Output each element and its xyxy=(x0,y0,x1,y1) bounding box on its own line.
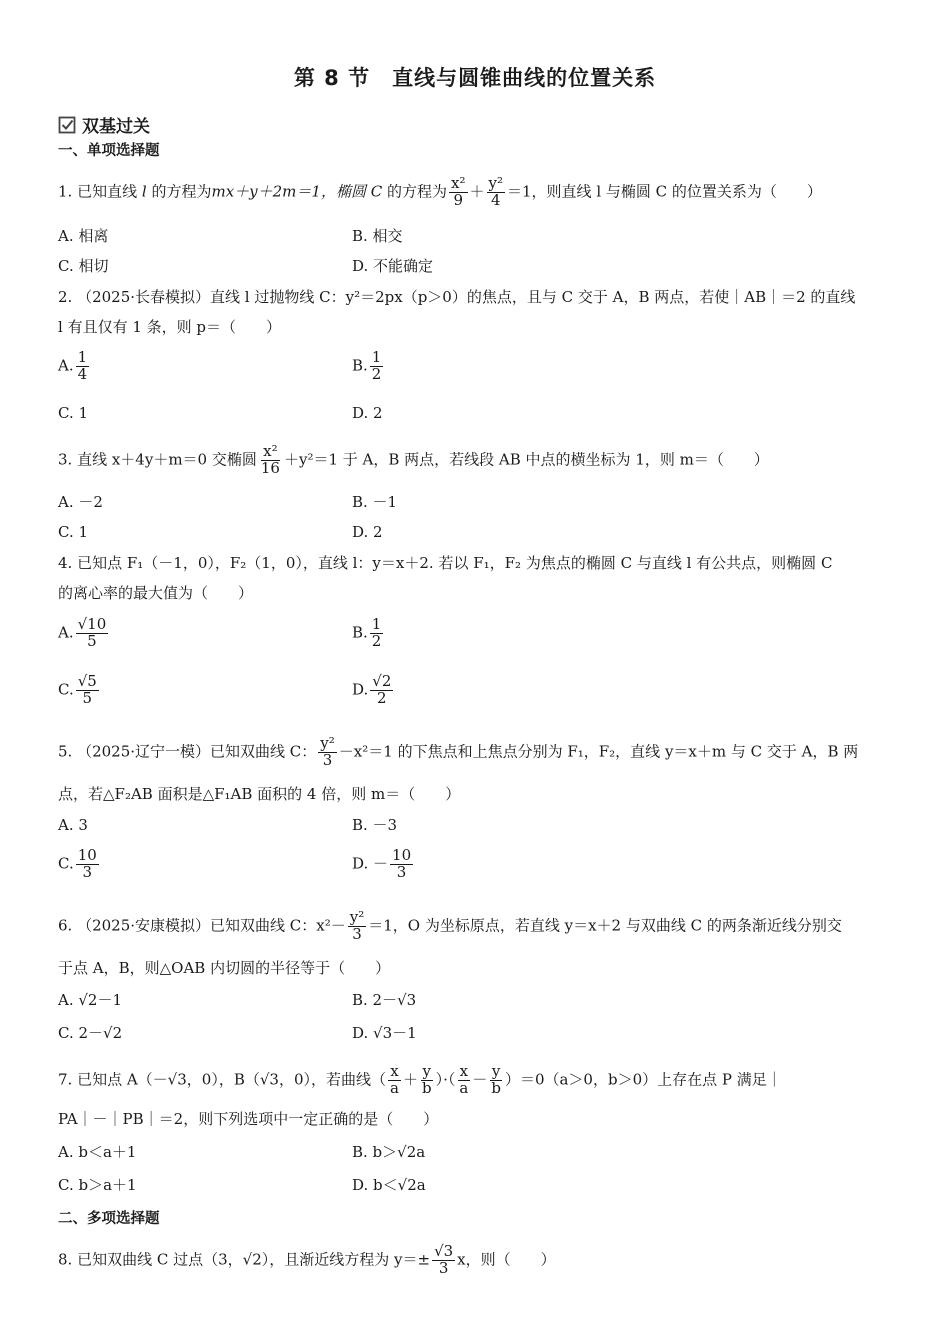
subheading-multiple-choice: 二、多项选择题 xyxy=(58,1211,160,1227)
question-5-line-2: 点，若△F₂AB 面积是△F₁AB 面积的 4 倍，则 m＝（ ） xyxy=(58,785,461,803)
option-a[interactable]: A. $\frac{√10}{5}$ xyxy=(58,615,107,650)
option-c[interactable]: C. 1 xyxy=(58,523,89,541)
question-7-line-1: 7. 已知点 A（－√3，0），B（√3，0），若曲线（ $\frac{x}{a}$ ＋ $\frac{y}{b}$ ）·（ $\frac{x}{a}$ － $\frac{y}{b}$ ）＝0（a＞0，b＞0）上存在点 P 满足｜ xyxy=(58,1062,782,1097)
option-a[interactable]: A. －2 xyxy=(58,493,103,511)
question-2-line-1: 2. （2025·长春模拟）直线 l 过抛物线 C：y²＝2px（p＞0）的焦点，且与 C 交于 A，B 两点，若使｜AB｜＝2 的直线 xyxy=(58,288,856,306)
option-a[interactable]: A. b＜a＋1 xyxy=(58,1143,137,1161)
option-b[interactable]: B. －3 xyxy=(352,816,398,834)
fraction: $\frac{10}{3}$ xyxy=(77,846,97,881)
question-4-line-1: 4. 已知点 F₁（－1，0），F₂（1，0），直线 l：y＝x＋2. 若以 F₁，F₂ 为焦点的椭圆 C 与直线 l 有公共点，则椭圆 C xyxy=(58,554,833,572)
fraction: $\frac{\text{x²}}{16}$ xyxy=(260,442,280,477)
question-8: 8. 已知双曲线 C 过点（3，√2），且渐近线方程为 y＝± $\frac{√3}{3}$ x，则（ ） xyxy=(58,1242,556,1277)
option-a[interactable]: A. √2－1 xyxy=(58,991,123,1009)
question-5-line-1: 5. （2025·辽宁一模）已知双曲线 C： $\frac{\text{y²}}{3}$ －x²＝1 的下焦点和上焦点分别为 F₁，F₂，直线 y＝x＋m 与 C 交于 A，B 两 xyxy=(58,734,859,769)
option-c[interactable]: C. 2－√2 xyxy=(58,1024,123,1042)
option-c[interactable]: C. $\frac{10}{3}$ xyxy=(58,846,97,881)
fraction: $\frac{\text{y²}}{4}$ xyxy=(488,174,504,209)
fraction: $\frac{√5}{5}$ xyxy=(77,672,97,707)
question-7-line-2: PA｜－｜PB｜＝2，则下列选项中一定正确的是（ ） xyxy=(58,1110,439,1128)
option-d[interactable]: D. 2 xyxy=(352,404,383,422)
question-3: 3. 直线 x＋4y＋m＝0 交椭圆 $\frac{\text{x²}}{16}$ ＋y²＝1 于 A，B 两点，若线段 AB 中点的横坐标为 1，则 m＝（ ） xyxy=(58,442,769,477)
section-heading xyxy=(58,112,150,137)
option-d[interactable]: D. 不能确定 xyxy=(352,257,434,275)
question-6-line-2: 于点 A，B，则△OAB 内切圆的半径等于（ ） xyxy=(58,959,391,977)
fraction: $\frac{y}{b}$ xyxy=(421,1062,432,1097)
option-a[interactable]: A. 相离 xyxy=(58,227,109,245)
option-c[interactable]: C. b＞a＋1 xyxy=(58,1176,137,1194)
checkbox-icon xyxy=(58,116,76,134)
question-2-line-2: l 有且仅有 1 条，则 p＝（ ） xyxy=(58,318,282,336)
page-title: 第 8 节 直线与圆锥曲线的位置关系 xyxy=(293,66,657,90)
fraction: $\frac{√2}{2}$ xyxy=(372,672,392,707)
option-d[interactable]: D. $\frac{√2}{2}$ xyxy=(352,672,392,707)
option-c[interactable]: C. 1 xyxy=(58,404,89,422)
option-c[interactable]: C. $\frac{√5}{5}$ xyxy=(58,672,97,707)
fraction: $\frac{1}{4}$ xyxy=(77,348,88,383)
fraction: $\frac{√10}{5}$ xyxy=(77,615,107,650)
option-b[interactable]: B. 2－√3 xyxy=(352,991,417,1009)
fraction: $\frac{y}{b}$ xyxy=(491,1062,501,1097)
fraction: $\frac{x}{a}$ xyxy=(459,1062,469,1097)
fraction: $\frac{√3}{3}$ xyxy=(434,1242,454,1277)
option-b[interactable]: B. b＞√2a xyxy=(352,1143,426,1161)
fraction: $\frac{\text{x²}}{9}$ xyxy=(451,174,466,209)
option-d[interactable]: D. √3－1 xyxy=(352,1024,417,1042)
question-1: 1. 已知直线 l 的方程为mx＋y＋2m＝1，椭圆 C 的方程为 $\frac{\text{x²}}{9}$ ＋ $\frac{\text{y²}}{4}$ ＝1，则直线 l 与椭圆 C 的位置关系为（ ） xyxy=(58,174,822,209)
option-a[interactable]: A. 3 xyxy=(58,816,88,834)
fraction: $\frac{10}{3}$ xyxy=(392,846,412,881)
option-d[interactable]: D. b＜√2a xyxy=(352,1176,426,1194)
option-b[interactable]: B. $\frac{1}{2}$ xyxy=(352,348,382,383)
question-6-line-1: 6. （2025·安康模拟）已知双曲线 C：x²－ $\frac{\text{y²}}{3}$ ＝1，O 为坐标原点，若直线 y＝x＋2 与双曲线 C 的两条渐近线分别交 xyxy=(58,908,842,943)
option-b[interactable]: B. －1 xyxy=(352,493,398,511)
subheading-single-choice: 一、单项选择题 xyxy=(58,143,160,159)
fraction: $\frac{\text{y²}}{3}$ xyxy=(320,734,335,769)
question-4-line-2: 的离心率的最大值为（ ） xyxy=(58,584,254,602)
fraction: $\frac{1}{2}$ xyxy=(371,615,382,650)
fraction: $\frac{1}{2}$ xyxy=(371,348,382,383)
section-heading-text: 双基过关 xyxy=(82,117,150,137)
option-a[interactable]: A. $\frac{1}{4}$ xyxy=(58,348,88,383)
option-c[interactable]: C. 相切 xyxy=(58,257,109,275)
option-b[interactable]: B. 相交 xyxy=(352,227,403,245)
option-d[interactable]: D. 2 xyxy=(352,523,383,541)
fraction: $\frac{x}{a}$ xyxy=(390,1062,399,1097)
fraction: $\frac{\text{y²}}{3}$ xyxy=(349,908,365,943)
option-b[interactable]: B. $\frac{1}{2}$ xyxy=(352,615,382,650)
option-d[interactable]: D. － $\frac{10}{3}$ xyxy=(352,846,412,881)
